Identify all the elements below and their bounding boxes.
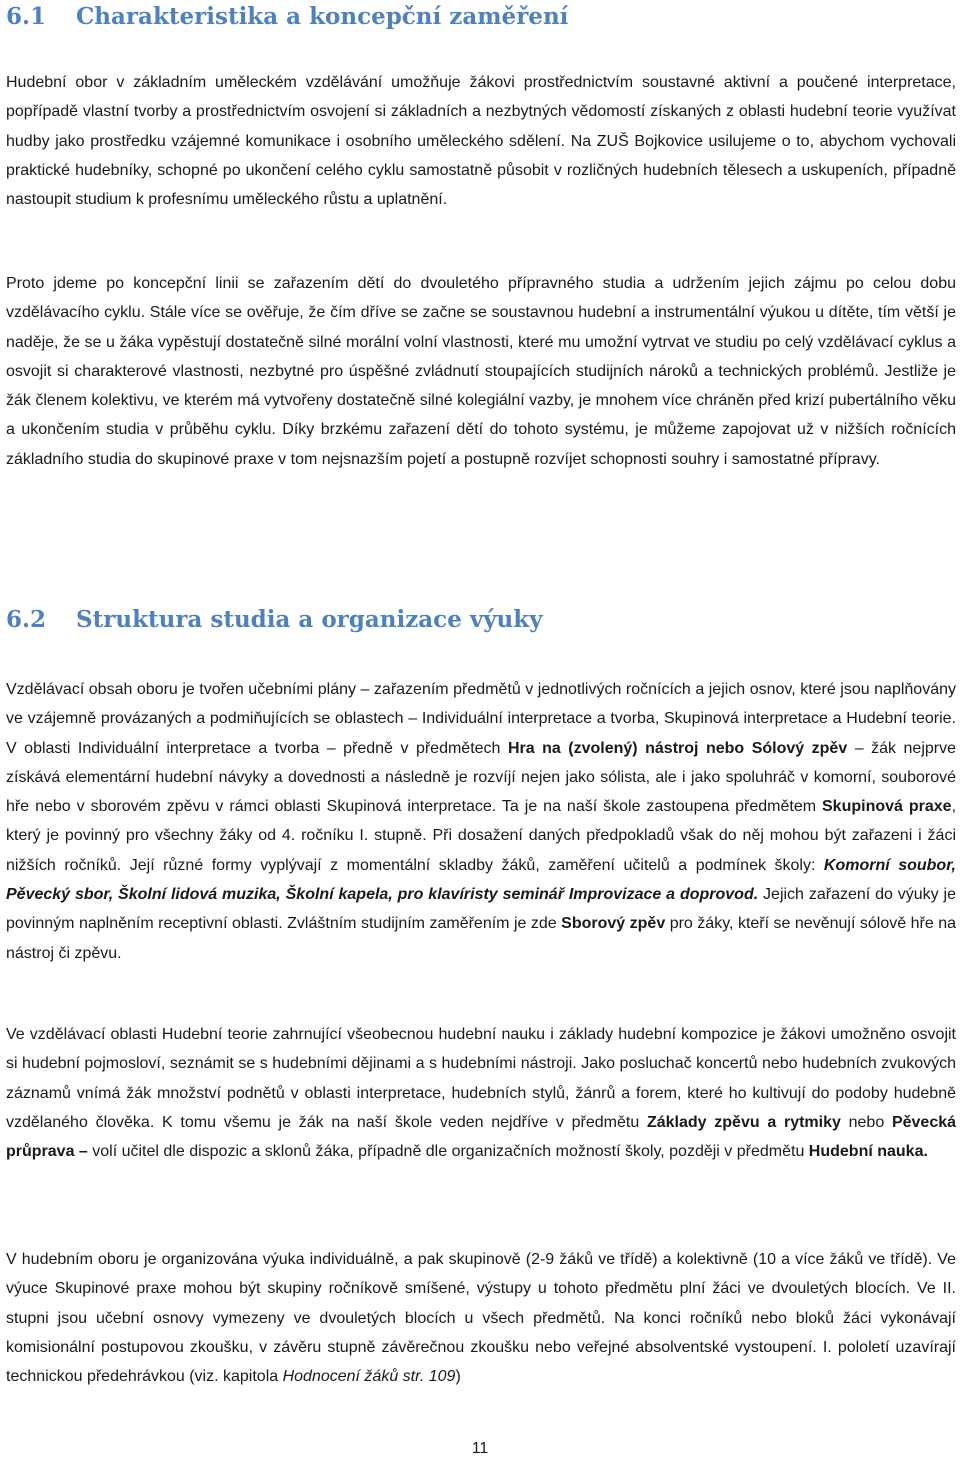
text-run: )	[455, 1368, 461, 1386]
section-title: Struktura studia a organizace výuky	[76, 606, 543, 633]
section-title: Charakteristika a koncepční zaměření	[76, 3, 569, 30]
text-run: pro žáky, kteří se nevěnují sólově hře na nástroj či zpěvu.	[6, 915, 956, 962]
text-run: Proto jdeme po koncepční linii se zařazením dětí do dvouletého přípravného studia a udržením jejich zájmu po celou dobu vzdělávacího cyklu. Stále více se ověřuje, že čím dříve se začne se soustavnou hudební a instrumentální výukou u dítěte, tím větší je naděje, že se u žáka vypěstují dostatečně silné morální volní vlastnosti, které mu umožní vytrvat ve studiu po celý vzdělávací cyklus a osvojit si charakterové vlastnosti, nezbytné pro úspěšné zvládnutí stoupajících studijních nároků a technických problémů. Jestliže je žák členem kolektivu, ve kterém má vytvořeny dostatečně silné kolegiální vazby, je mnohem více chráněn před krizí pubertálního věku a ukončením studia v průběhu cyklu. Díky brzkému zařazení dětí do tohoto systému, je můžeme zapojovat už v nižších ročnících základního studia do skupinové praxe v tom nejsnazším pojetí a postupně rozvíjet schopnosti souhry i samostatné přípravy.	[6, 275, 956, 468]
bold-text: Hra na (zvolený) nástroj nebo Sólový zpěv	[507, 739, 848, 757]
section-heading-6-1	[6, 2, 568, 32]
text-run: Vzdělávací obsah oboru je tvořen učebními plány – zařazením předmětů v jednotlivých ročnících a jejich osnov, které jsou naplňovány ve vzájemně provázaných a podmiňujících se oblastech – Individuální interpretace a tvorba, Skupinová interpretace a Hudební teorie. V oblasti Individuální interpretace a tvorba – předně v předmětech	[6, 681, 956, 757]
italic-text: Hodnocení žáků str. 109	[282, 1368, 456, 1386]
text-run: – žák nejprve získává elementární hudební návyky a dovednosti a následně je rozvíjí nejen jako sólista, ale i jako spoluhráč v komorní, souborové hře nebo v sborovém zpěvu v rámci oblasti Skupinová interpretace. Ta je na naší škole zastoupena předmětem	[6, 739, 957, 816]
bold-text: Skupinová praxe	[822, 798, 952, 816]
text-run: Hudební obor v základním uměleckém vzdělávání umožňuje žákovi prostřednictvím soustavné aktivní a poučené interpretace, popřípadě vlastní tvorby a prostřednictvím osvojení si základních a nezbytných vědomostí získaných z oblasti hudební teorie využívat hudby jako prostředku vzájemné komunikace i osobního uměleckého sdělení. Na ZUŠ Bojkovice usilujeme o to, abychom vychovali praktické hudebníky, schopné po ukončení celého cyklu samostatně působit v rozličných hudebních tělesech a uskupeních, případně nastoupit studium k profesnímu uměleckého růstu a uplatnění.	[6, 74, 956, 209]
bold-text: Pěvecká průprava –	[6, 1113, 957, 1161]
paragraph	[6, 1020, 956, 1166]
page-number: 11	[471, 1440, 489, 1457]
text-run: Jejich zařazení do výuky je povinným naplněním receptivní oblasti. Zvláštním studijním zaměřením je zde	[6, 886, 956, 933]
bold-text: Sborový zpěv	[561, 915, 666, 933]
text-run: , který je povinný pro všechny žáky od 4. ročníku I. stupně. Při dosažení daných předpokladů však do něj mohou být zařazeni i žáci nižších ročníků. Její různé formy vyplývají z momentální skladby žáků, zaměření učitelů a podmínek školy:	[6, 798, 957, 874]
paragraph	[6, 269, 956, 474]
paragraph	[6, 1245, 956, 1391]
section-number: 6.1	[6, 3, 47, 30]
section-number: 6.2	[6, 606, 47, 633]
text-run: Ve vzdělávací oblasti Hudební teorie zahrnující všeobecnou hudební nauku i základy hudební kompozice je žákovi umožněno osvojit si hudební pojmosloví, seznámit se s hudebními dějinami a s hudebními nástroji. Jako posluchač koncertů nebo hudebních zvukových záznamů vnímá žák množství podnětů v oblasti interpretace, hudebních stylů, žánrů a forem, které ho kultivují do podoby hudebně vzdělaného člověka. K tomu všemu je žák na naší škole veden nejdříve v předmětu	[6, 1026, 956, 1131]
bold-text: Hudební nauka.	[808, 1143, 928, 1161]
bold-text: Základy zpěvu a rytmiky	[646, 1113, 841, 1131]
section-heading-6-2	[6, 605, 543, 635]
text-run: V hudebním oboru je organizována výuka individuálně, a pak skupinově (2-9 žáků ve třídě) a kolektivně (10 a více žáků ve třídě). Ve výuce Skupinové praxe mohou být skupiny ročníkově smíšené, výstupy u tohoto předmětu plní žáci ve dvouletých blocích. Ve II. stupni jsou učební osnovy vymezeny ve dvouletých blocích u všech předmětů. Na konci ročníků nebo bloků žáci vykonávají komisionální postupovou zkoušku, v závěru stupně závěrečnou zkoušku nebo veřejné absolventské vystoupení. I. pololetí uzavírají technickou předehrávkou (viz. kapitola	[6, 1251, 956, 1386]
bold-italic-text: Komorní soubor, Pěvecký sbor, Školní lidová muzika, Školní kapela, pro klavíristy seminář Improvizace a doprovod.	[6, 856, 956, 904]
paragraph	[6, 68, 956, 214]
text-run: volí učitel dle dispozic a sklonů žáka, případně dle organizačních možností školy, později v předmětu	[87, 1143, 809, 1161]
paragraph	[6, 675, 956, 968]
text-run: nebo	[840, 1113, 892, 1131]
